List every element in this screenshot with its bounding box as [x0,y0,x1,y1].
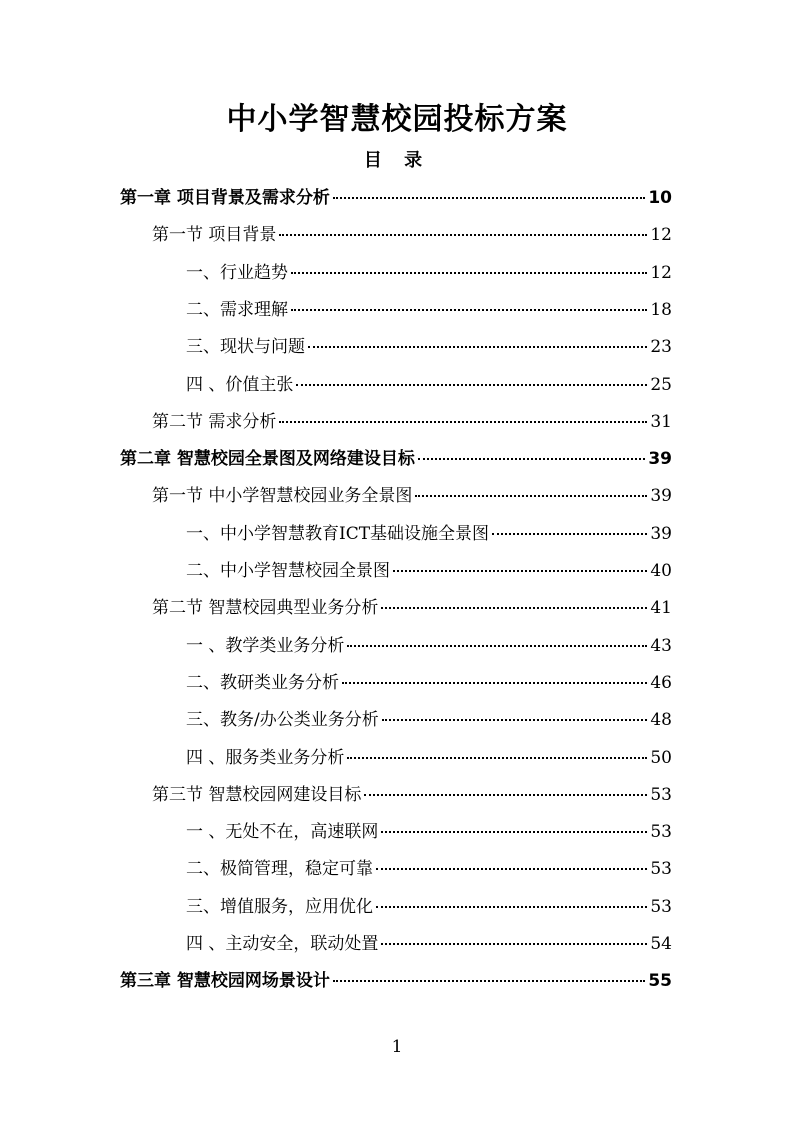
dot-leader [376,906,647,908]
toc-entry-section[interactable] [152,780,672,805]
toc-entry-section[interactable] [152,407,672,432]
toc-entry-label: 第二节 智慧校园典型业务分析 [152,598,379,618]
toc-entry-page: 54 [650,934,672,954]
toc-entry-page: 31 [650,412,672,432]
toc-entry-page: 39 [648,449,672,469]
toc-entry-label: 三、增值服务，应用优化 [186,897,373,917]
toc-entry-label: 三、现状与问题 [186,337,305,357]
toc-entry-item[interactable] [186,370,672,395]
toc-entry-item[interactable] [186,817,672,842]
toc-entry-label: 第一节 中小学智慧校园业务全景图 [152,486,413,506]
page-number: 1 [391,1037,403,1057]
toc-entry-item[interactable] [186,929,672,954]
toc-entry-chapter[interactable] [120,183,672,208]
toc-entry-label: 二、极简管理，稳定可靠 [186,859,373,879]
toc-entry-label: 第二节 需求分析 [152,412,277,432]
dot-leader [296,384,647,386]
toc-entry-page: 12 [650,263,672,283]
toc-entry-page: 48 [650,710,672,730]
toc-entry-label: 三、教务/办公类业务分析 [186,710,379,730]
toc-heading: 目 录 [363,150,431,171]
dot-leader [492,533,647,535]
dot-leader [347,645,647,647]
toc-entry-item[interactable] [186,854,672,879]
toc-entry-label: 四 、价值主张 [186,375,294,395]
toc-entry-page: 53 [650,897,672,917]
dot-leader [382,719,648,721]
dot-leader [418,458,645,460]
toc-entry-page: 53 [650,785,672,805]
toc-entry-label: 第一章 项目背景及需求分析 [120,188,330,208]
toc-entry-item[interactable] [186,258,672,283]
toc-entry-page: 46 [650,673,672,693]
dot-leader [415,495,647,497]
toc-entry-item[interactable] [186,705,672,730]
document-title: 中小学智慧校园投标方案 [226,102,568,137]
toc-entry-label: 四 、主动安全，联动处置 [186,934,379,954]
toc-entry-label: 第一节 项目背景 [152,225,277,245]
toc-entry-item[interactable] [186,556,672,581]
toc-entry-page: 25 [650,375,672,395]
dot-leader [347,757,647,759]
dot-leader [279,421,647,423]
toc-entry-section[interactable] [152,220,672,245]
toc-entry-page: 43 [650,636,672,656]
dot-leader [291,272,647,274]
toc-entry-section[interactable] [152,593,672,618]
toc-entry-item[interactable] [186,295,672,320]
toc-entry-page: 39 [650,486,672,506]
toc-entry-label: 第三章 智慧校园网场景设计 [120,971,330,991]
toc-entry-label: 一 、无处不在，高速联网 [186,822,379,842]
toc-entry-label: 一、行业趋势 [186,263,288,283]
toc-entry-label: 四 、服务类业务分析 [186,748,345,768]
toc-entry-item[interactable] [186,668,672,693]
toc-entry-chapter[interactable] [120,444,672,469]
dot-leader [376,868,647,870]
toc-entry-label: 二、中小学智慧校园全景图 [186,561,390,581]
dot-leader [381,831,647,833]
dot-leader [333,980,645,982]
toc-entry-label: 一 、教学类业务分析 [186,636,345,656]
dot-leader [291,309,647,311]
toc-entry-label: 二、教研类业务分析 [186,673,339,693]
dot-leader [364,794,647,796]
toc-entry-item[interactable] [186,892,672,917]
toc-entry-chapter[interactable] [120,966,672,991]
dot-leader [342,682,647,684]
toc-entry-page: 39 [650,524,672,544]
dot-leader [333,197,645,199]
toc-entry-page: 41 [650,598,672,618]
toc-entry-page: 53 [650,822,672,842]
toc-entry-page: 10 [648,188,672,208]
toc-entry-item[interactable] [186,519,672,544]
dot-leader [381,607,647,609]
toc-entry-item[interactable] [186,631,672,656]
dot-leader [381,943,647,945]
toc-entry-page: 18 [650,300,672,320]
toc-entry-label: 第二章 智慧校园全景图及网络建设目标 [120,449,415,469]
toc-entry-page: 40 [650,561,672,581]
toc-entry-item[interactable] [186,743,672,768]
toc-entry-label: 二、需求理解 [186,300,288,320]
toc-entry-page: 12 [650,225,672,245]
toc-entry-page: 53 [650,859,672,879]
toc-entry-page: 50 [650,748,672,768]
toc-entry-label: 第三节 智慧校园网建设目标 [152,785,362,805]
dot-leader [308,346,647,348]
toc-entry-item[interactable] [186,332,672,357]
toc-entry-page: 23 [650,337,672,357]
toc-entry-page: 55 [648,971,672,991]
dot-leader [279,234,647,236]
toc-entry-label: 一、中小学智慧教育ICT基础设施全景图 [186,524,490,544]
toc-entry-section[interactable] [152,481,672,506]
dot-leader [393,570,647,572]
